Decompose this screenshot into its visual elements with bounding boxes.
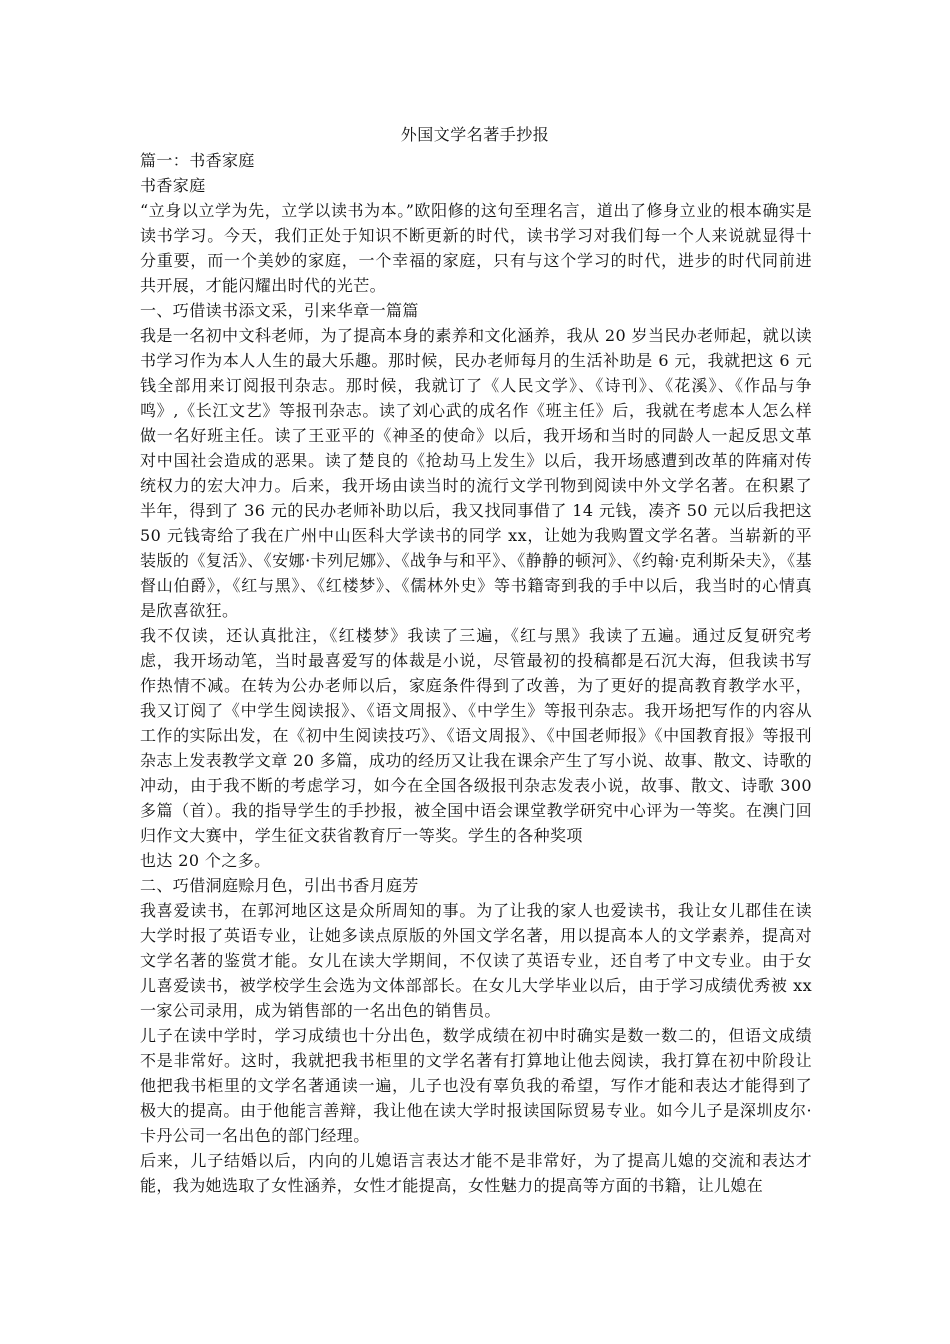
paragraph: “立身以立学为先，立学以读书为本。”欧阳修的这句至理名言，道出了修身立业的根本确实是读书学习。今天，我们正处于知识不断更新的时代，读书学习对我们每一个人来说就显得十分重要，而一个美妙的家庭，一个幸福的家庭，只有与这个学习的时代，进步的时代同前进共开展，才能闪耀出时代的光芒。 [140, 201, 812, 295]
section-heading: 一、巧借读书添文采，引来华章一篇篇 [140, 301, 419, 320]
paragraph: 也达 20 个之多。 [140, 851, 271, 870]
paragraph: 我不仅读，还认真批注，《红楼梦》我读了三遍，《红与黑》我读了五遍。通过反复研究考虑，我开场动笔，当时最喜爱写的体裁是小说，尽管最初的投稿都是石沉大海，但我读书写作热情不减。在转为公办老师以后，家庭条件得到了改善，为了更好的提高教育教学水平，我又订阅了《中学生阅读报》、《语文周报》、《中学生》等报刊杂志。我开场把写作的内容从工作的实际出发，在《初中生阅读技巧》、《语文周报》、《中国老师报》《中国教育报》等报刊杂志上发表教学文章 20 多篇，成功的经历又让我在课余产生了写小说、故事、散文、诗歌的冲动，由于我不断的考虑学习，如今在全国各级报刊杂志发表小说，故事、散文、诗歌 300 多篇（首）。我的指导学生的手抄报，被全国中语会课堂教学研究中心评为一等奖。在澳门回归作文大赛中，学生征文获省教育厅一等奖。学生的各种奖项 [140, 626, 812, 845]
document-body [140, 148, 812, 1198]
section-heading: 篇一：书香家庭 [140, 151, 255, 170]
document-title: 外国文学名著手抄报 [400, 125, 550, 144]
paragraph: 我是一名初中文科老师，为了提高本身的素养和文化涵养，我从 20 岁当民办老师起，就以读书学习作为本人人生的最大乐趣。那时候，民办老师每月的生活补助是 6 元，我就把这 6 元钱全部用来订阅报刊杂志。那时候，我就订了《人民文学》、《诗刊》、《花溪》、《作品与争鸣》,《长江文艺》等报刊杂志。读了刘心武的成名作《班主任》后，我就在考虑本人怎么样做一名好班主任。读了王亚平的《神圣的使命》以后，我开场和当时的同龄人一起反思文革对中国社会造成的恶果。读了楚良的《抢劫马上发生》以后，我开场感遭到改革的阵痛对传统权力的宏大冲力。后来，我开场由读当时的流行文学刊物到阅读中外文学名著。在积累了半年，得到了 36 元的民办老师补助以后，我又找同事借了 14 元钱，凑齐 50 元以后我把这 50 元钱寄给了我在广州中山医科大学读书的同学 xx，让她为我购置文学名著。当崭新的平装版的《复活》、《安娜·卡列尼娜》、《战争与和平》、《静静的顿河》、《约翰·克利斯朵夫》，《基督山伯爵》，《红与黑》、《红楼梦》、《儒林外史》等书籍寄到我的手中以后，我当时的心情真是欣喜欲狂。 [140, 326, 812, 620]
paragraph: 儿子在读中学时，学习成绩也十分出色，数学成绩在初中时确实是数一数二的，但语文成绩不是非常好。这时，我就把我书柜里的文学名著有打算地让他去阅读，我打算在初中阶段让他把我书柜里的文学名著通读一遍，儿子也没有辜负我的希望，写作才能和表达才能得到了极大的提高。由于他能言善辩，我让他在读大学时报读国际贸易专业。如今儿子是深圳皮尔·卡丹公司一名出色的部门经理。 [140, 1026, 812, 1145]
paragraph: 后来，儿子结婚以后，内向的儿媳语言表达才能不是非常好，为了提高儿媳的交流和表达才能，我为她选取了女性涵养，女性才能提高，女性魅力的提高等方面的书籍，让儿媳在 [140, 1151, 812, 1195]
sub-heading: 书香家庭 [140, 176, 206, 195]
paragraph: 我喜爱读书，在郭河地区这是众所周知的事。为了让我的家人也爱读书，我让女儿郡佳在读大学时报了英语专业，让她多读点原版的外国文学名著，用以提高本人的文学素养，提高对文学名著的鉴赏才能。女儿在读大学期间，不仅读了英语专业，还自考了中文专业。由于女儿喜爱读书，被学校学生会选为文体部部长。在女儿大学毕业以后，由于学习成绩优秀被 xx 一家公司录用，成为销售部的一名出色的销售员。 [140, 901, 812, 1020]
section-heading: 二、巧借洞庭赊月色，引出书香月庭芳 [140, 876, 419, 895]
